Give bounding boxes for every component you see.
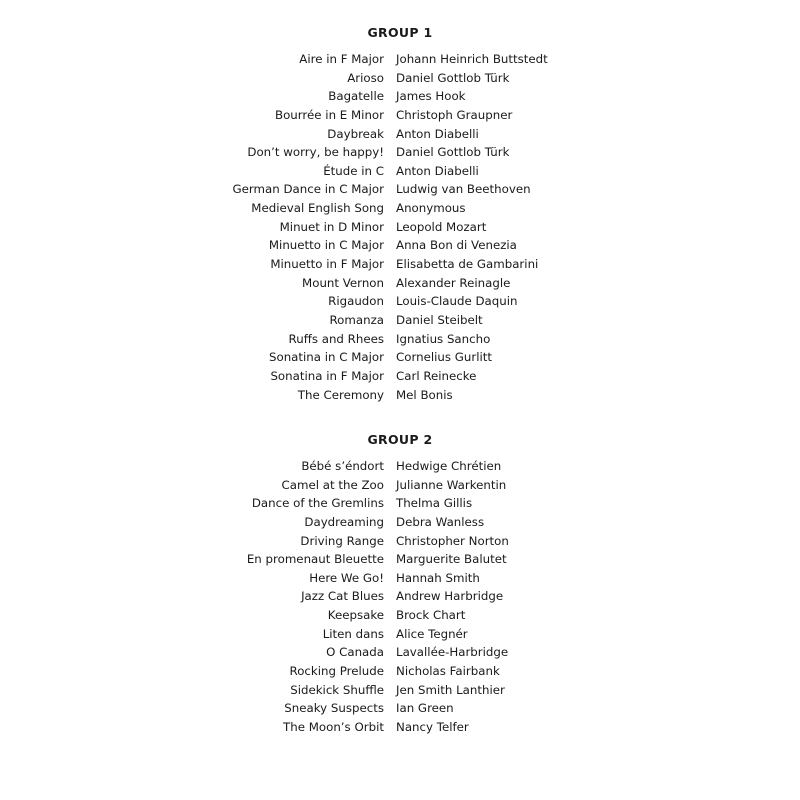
piece-row <box>0 274 800 293</box>
piece-composer: Ludwig van Beethoven <box>396 182 531 197</box>
piece-composer: Thelma Gillis <box>396 496 473 511</box>
piece-title: Dance of the Gremlins <box>251 496 384 511</box>
piece-composer: Nancy Telfer <box>396 719 469 734</box>
piece-composer: Daniel Gottlob Türk <box>396 145 510 160</box>
piece-title: Sonatina in F Major <box>270 368 384 383</box>
piece-title: Bagatelle <box>328 89 384 104</box>
piece-row <box>0 699 800 718</box>
piece-composer: Marguerite Balutet <box>396 552 507 567</box>
piece-title: German Dance in C Major <box>232 182 384 197</box>
piece-composer: Ignatius Sancho <box>396 331 491 346</box>
piece-composer: Carl Reinecke <box>396 368 477 383</box>
group-2-piece-list <box>0 457 800 737</box>
group-2-heading: GROUP 2 <box>367 432 433 447</box>
piece-title: Driving Range <box>300 533 384 548</box>
piece-title: The Ceremony <box>297 387 384 402</box>
piece-composer: Alexander Reinagle <box>396 275 511 290</box>
piece-row <box>0 69 800 88</box>
piece-title: O Canada <box>326 645 384 660</box>
group-1-piece-list <box>0 50 800 404</box>
piece-title: Rocking Prelude <box>289 664 384 679</box>
piece-title: Liten dans <box>322 626 384 641</box>
piece-composer: Andrew Harbridge <box>396 589 504 604</box>
piece-row <box>0 367 800 386</box>
piece-composer: Johann Heinrich Buttstedt <box>396 52 548 66</box>
piece-composer: Brock Chart <box>396 608 466 623</box>
piece-title: Minuet in D Minor <box>279 219 384 234</box>
piece-row <box>0 662 800 681</box>
piece-composer: Louis-Claude Daquin <box>396 294 518 309</box>
piece-composer: Alice Tegnér <box>396 626 468 641</box>
piece-row <box>0 606 800 625</box>
piece-composer: Hannah Smith <box>396 570 480 585</box>
piece-composer: Anna Bon di Venezia <box>396 238 517 253</box>
piece-title: Sonatina in C Major <box>268 350 384 365</box>
group-1-heading: GROUP 1 <box>367 25 433 40</box>
piece-row <box>0 550 800 569</box>
piece-composer: Anton Diabelli <box>396 163 479 178</box>
piece-row <box>0 292 800 311</box>
piece-row <box>0 457 800 476</box>
piece-title: Étude in C <box>323 163 384 178</box>
piece-row <box>0 50 800 69</box>
piece-row <box>0 143 800 162</box>
piece-row <box>0 106 800 125</box>
piece-row <box>0 718 800 737</box>
piece-row <box>0 180 800 199</box>
piece-row <box>0 311 800 330</box>
piece-composer: Daniel Steibelt <box>396 312 483 327</box>
piece-title: Romanza <box>329 312 384 327</box>
piece-title: Daybreak <box>327 126 384 141</box>
piece-title: Rigaudon <box>328 294 384 309</box>
piece-title: Mount Vernon <box>302 275 384 290</box>
piece-composer: Daniel Gottlob Türk <box>396 70 510 85</box>
piece-composer: Christoph Graupner <box>396 107 513 122</box>
piece-title: Daydreaming <box>304 514 384 529</box>
piece-title: Arioso <box>347 70 384 85</box>
piece-row <box>0 255 800 274</box>
group-1-section <box>0 24 800 404</box>
piece-title: Sidekick Shuffle <box>290 682 384 697</box>
piece-title: Bébé s’éndort <box>301 459 384 473</box>
piece-row <box>0 625 800 644</box>
piece-row <box>0 348 800 367</box>
piece-title: Keepsake <box>327 608 384 623</box>
group-2-section <box>0 431 800 737</box>
piece-title: The Moon’s Orbit <box>283 719 384 734</box>
piece-composer: Debra Wanless <box>396 514 485 529</box>
piece-composer: Nicholas Fairbank <box>396 664 500 679</box>
piece-row <box>0 532 800 551</box>
piece-title: Don’t worry, be happy! <box>247 145 384 160</box>
piece-title: Aire in F Major <box>299 52 384 66</box>
piece-title: Minuetto in C Major <box>268 238 384 253</box>
piece-title: En promenaut Bleuette <box>246 552 384 567</box>
piece-composer: Jen Smith Lanthier <box>396 682 505 697</box>
piece-row <box>0 476 800 495</box>
piece-composer: Mel Bonis <box>396 387 453 402</box>
piece-title: Ruffs and Rhees <box>288 331 384 346</box>
piece-composer: Elisabetta de Gambarini <box>396 257 539 272</box>
piece-composer: Hedwige Chrétien <box>396 459 502 473</box>
piece-composer: Cornelius Gurlitt <box>396 350 493 365</box>
piece-composer: Julianne Warkentin <box>396 477 507 492</box>
piece-composer: Leopold Mozart <box>396 219 487 234</box>
piece-title: Jazz Cat Blues <box>301 589 384 604</box>
piece-title: Minuetto in F Major <box>270 257 384 272</box>
piece-row <box>0 513 800 532</box>
piece-composer: Ian Green <box>396 701 454 716</box>
piece-row <box>0 236 800 255</box>
piece-title: Sneaky Suspects <box>284 701 384 716</box>
piece-row <box>0 218 800 237</box>
piece-row <box>0 199 800 218</box>
piece-row <box>0 681 800 700</box>
piece-row <box>0 87 800 106</box>
piece-title: Bourrée in E Minor <box>275 107 384 122</box>
piece-row <box>0 330 800 349</box>
piece-row <box>0 569 800 588</box>
piece-title: Camel at the Zoo <box>281 477 384 492</box>
piece-composer: Anonymous <box>396 201 466 216</box>
piece-row <box>0 494 800 513</box>
piece-composer: Christopher Norton <box>396 533 509 548</box>
piece-row <box>0 125 800 144</box>
piece-composer: James Hook <box>396 89 466 104</box>
piece-row <box>0 643 800 662</box>
piece-row <box>0 162 800 181</box>
piece-title: Here We Go! <box>309 570 384 585</box>
piece-row <box>0 386 800 405</box>
piece-title: Medieval English Song <box>251 201 384 216</box>
piece-row <box>0 587 800 606</box>
piece-composer: Lavallée-Harbridge <box>396 645 509 660</box>
piece-composer: Anton Diabelli <box>396 126 479 141</box>
